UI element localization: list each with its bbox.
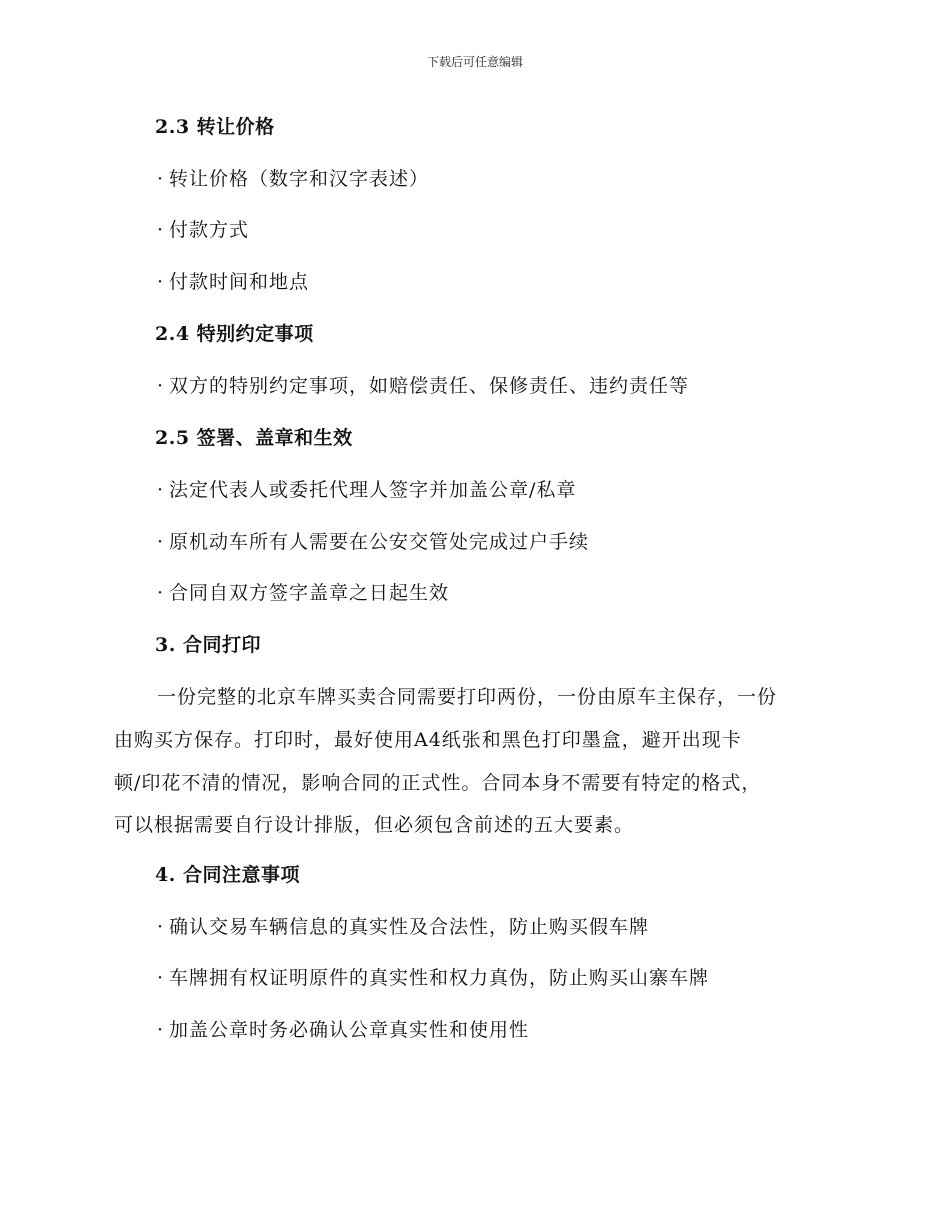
list-item: · 确认交易车辆信息的真实性及合法性，防止购买假车牌 bbox=[157, 916, 650, 938]
bullet-icon: · bbox=[157, 168, 165, 190]
list-item: · 加盖公章时务必确认公章真实性和使用性 bbox=[157, 1019, 530, 1041]
page-header: 下载后可任意编辑 bbox=[426, 55, 523, 69]
section-heading-2-3: 2.3 转让价格 bbox=[155, 116, 275, 138]
list-item: · 法定代表人或委托代理人签字并加盖公章/私章 bbox=[157, 479, 577, 501]
section-heading-2-5: 2.5 签署、盖章和生效 bbox=[155, 427, 353, 449]
bullet-icon: · bbox=[157, 219, 165, 241]
bullet-icon: · bbox=[157, 582, 165, 604]
list-item: · 付款方式 bbox=[157, 219, 250, 241]
section-heading-3: 3. 合同打印 bbox=[155, 634, 261, 656]
section-heading-2-4: 2.4 特别约定事项 bbox=[155, 323, 314, 345]
list-item: · 原机动车所有人需要在公安交管处完成过户手续 bbox=[157, 531, 590, 553]
paragraph-line: 可以根据需要自行设计排版，但必须包含前述的五大要素。 bbox=[114, 814, 635, 836]
paragraph-line: 由购买方保存。打印时，最好使用A4纸张和黑色打印墨盒，避开出现卡 bbox=[114, 729, 742, 751]
list-item: · 合同自双方签字盖章之日起生效 bbox=[157, 582, 450, 604]
bullet-icon: · bbox=[157, 479, 165, 501]
paragraph-line: 顿/印花不清的情况，影响合同的正式性。合同本身不需要有特定的格式， bbox=[114, 772, 762, 794]
section-heading-4: 4. 合同注意事项 bbox=[155, 864, 300, 886]
bullet-icon: · bbox=[157, 916, 165, 938]
bullet-icon: · bbox=[157, 271, 165, 293]
bullet-icon: · bbox=[157, 375, 165, 397]
list-item: · 转让价格（数字和汉字表述） bbox=[157, 168, 430, 190]
list-item: · 付款时间和地点 bbox=[157, 271, 310, 293]
list-item: · 双方的特别约定事项，如赔偿责任、保修责任、违约责任等 bbox=[157, 375, 690, 397]
paragraph-line: 一份完整的北京车牌买卖合同需要打印两份，一份由原车主保存，一份 bbox=[157, 686, 778, 708]
bullet-icon: · bbox=[157, 1019, 165, 1041]
list-item: · 车牌拥有权证明原件的真实性和权力真伪，防止购买山寨车牌 bbox=[157, 967, 710, 989]
bullet-icon: · bbox=[157, 967, 165, 989]
bullet-icon: · bbox=[157, 531, 165, 553]
